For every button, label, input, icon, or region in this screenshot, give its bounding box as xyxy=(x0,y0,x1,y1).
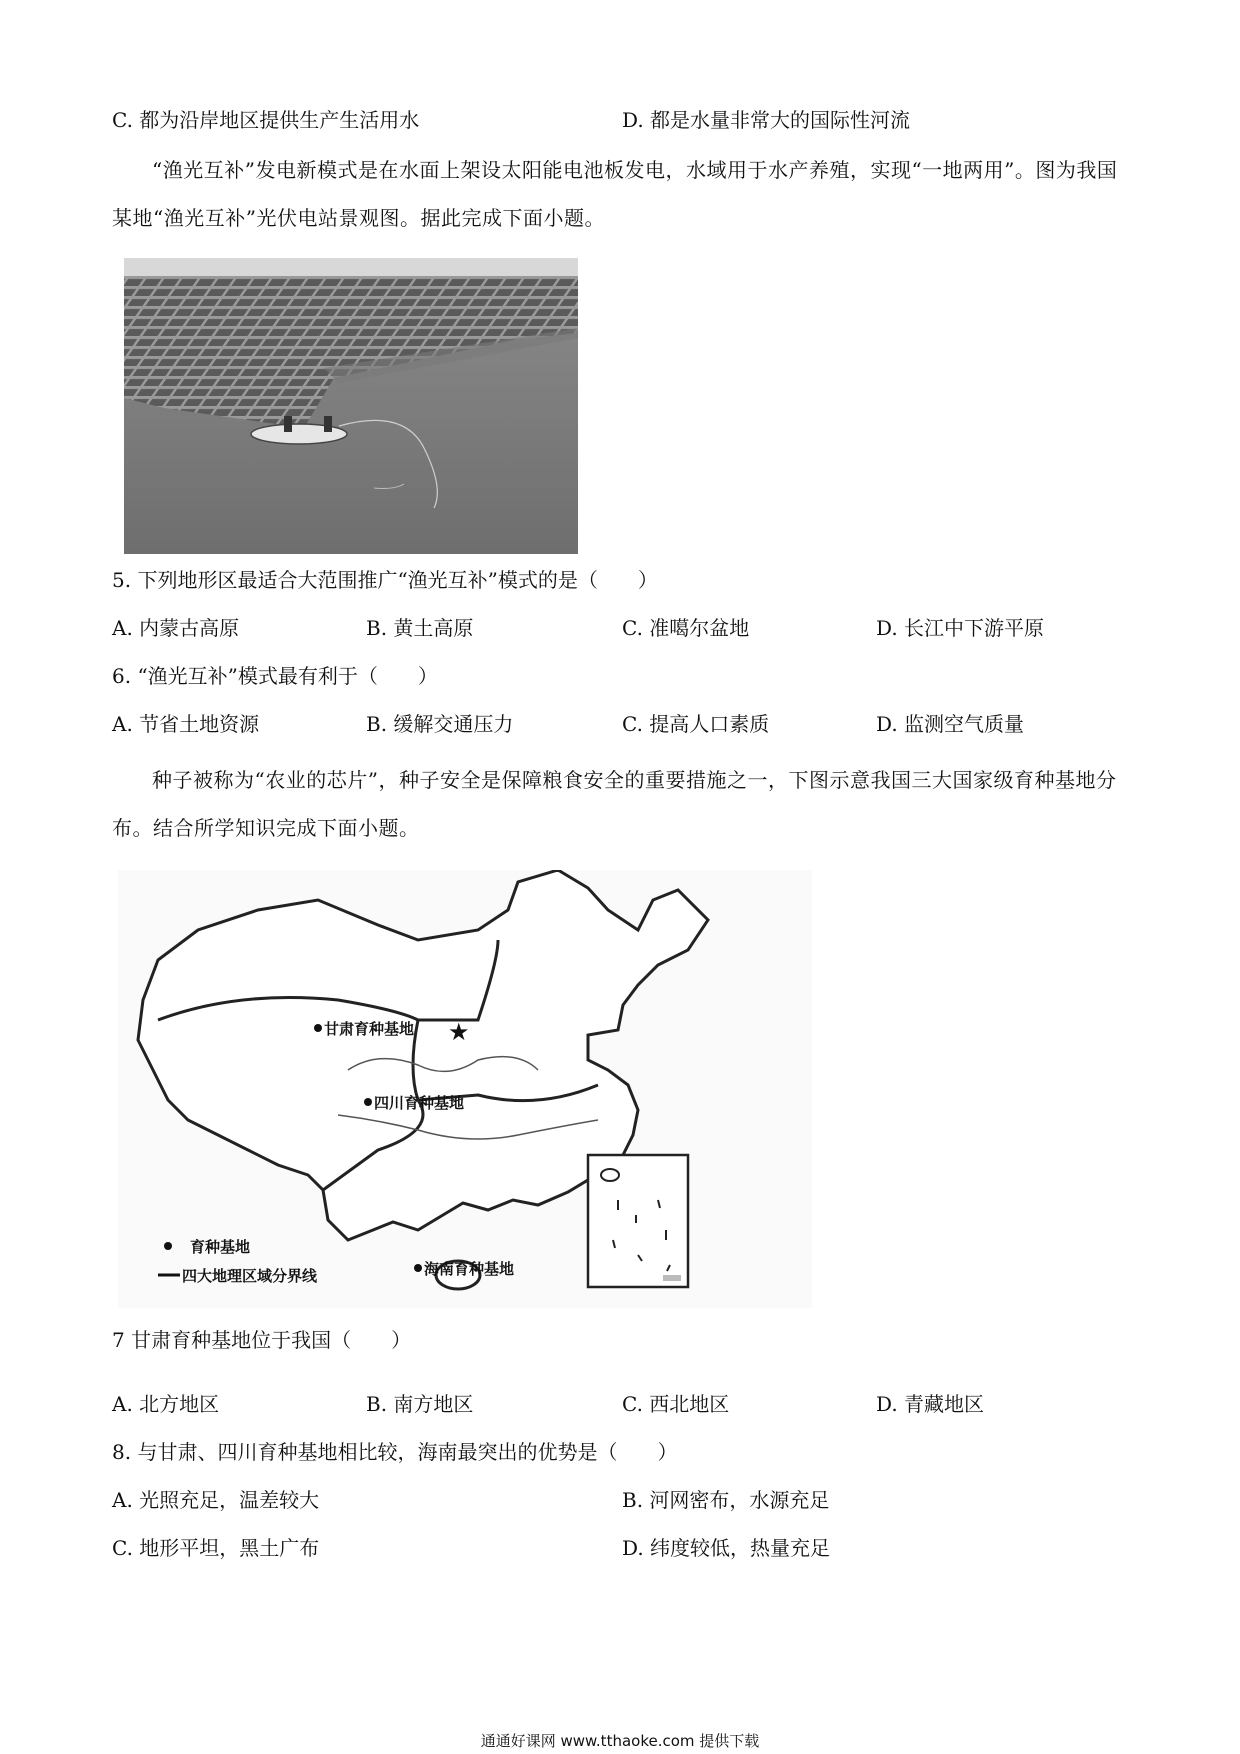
q5-option-a: A. 内蒙古高原 xyxy=(112,616,240,640)
page-footer[interactable]: 通通好课网 www.tthaoke.com 提供下载 xyxy=(480,1732,760,1750)
south-china-sea-inset xyxy=(588,1155,688,1287)
gansu-base-marker xyxy=(314,1020,414,1038)
legend-base-icon xyxy=(164,1242,172,1250)
q8-option-a: A. 光照充足，温差较大 xyxy=(112,1488,320,1512)
q8-stem: 8. 与甘肃、四川育种基地相比较，海南最突出的优势是（ ） xyxy=(112,1440,678,1464)
china-breeding-base-map xyxy=(118,870,812,1308)
q8-options-row1 xyxy=(112,1486,1132,1514)
q8-option-d: D. 纬度较低，热量充足 xyxy=(622,1536,831,1560)
solar-fishery-photo xyxy=(124,258,578,554)
q5-options xyxy=(112,614,1132,642)
q6-option-a: A. 节省土地资源 xyxy=(112,712,260,736)
q6-option-b: B. 缓解交通压力 xyxy=(366,712,514,736)
q4-option-c: C. 都为沿岸地区提供生产生活用水 xyxy=(112,108,420,132)
q7-stem: 7 甘肃育种基地位于我国（ ） xyxy=(112,1328,412,1352)
q5-option-d: D. 长江中下游平原 xyxy=(876,616,1045,640)
q8-option-c: C. 地形平坦，黑土广布 xyxy=(112,1536,320,1560)
sichuan-base-label: 四川育种基地 xyxy=(374,1094,465,1112)
q7-options xyxy=(112,1390,1132,1418)
q4-options xyxy=(112,106,1132,134)
q5-option-c: C. 准噶尔盆地 xyxy=(622,616,750,640)
q4-option-d: D. 都是水量非常大的国际性河流 xyxy=(622,108,911,132)
q6-option-d: D. 监测空气质量 xyxy=(876,712,1025,736)
passage-fishery-solar: “渔光互补”发电新模式是在水面上架设太阳能电池板发电，水域用于水产养殖，实现“一地两用”。图为我国某地“渔光互补”光伏电站景观图。据此完成下面小题。 xyxy=(112,158,1118,230)
q6-option-c: C. 提高人口素质 xyxy=(622,712,770,736)
q8-options-row2 xyxy=(112,1534,1132,1562)
q5-option-b: B. 黄土高原 xyxy=(366,616,474,640)
hainan-base-label: 海南育种基地 xyxy=(424,1260,515,1278)
q6-stem: 6. “渔光互补”模式最有利于（ ） xyxy=(112,664,438,688)
legend-base-label: 育种基地 xyxy=(190,1238,251,1256)
hainan-base-marker xyxy=(414,1260,514,1278)
sichuan-base-marker xyxy=(364,1094,464,1112)
q5-stem: 5. 下列地形区最适合大范围推广“渔光互补”模式的是（ ） xyxy=(112,568,658,592)
q7-option-a: A. 北方地区 xyxy=(112,1392,220,1416)
q7-option-c: C. 西北地区 xyxy=(622,1392,730,1416)
q7-option-d: D. 青藏地区 xyxy=(876,1392,985,1416)
q8-option-b: B. 河网密布，水源充足 xyxy=(622,1488,830,1512)
passage-seed-bases: 种子被称为“农业的芯片”，种子安全是保障粮食安全的重要措施之一，下图示意我国三大国家级育种基地分布。结合所学知识完成下面小题。 xyxy=(112,768,1117,840)
legend-boundary-label: 四大地理区域分界线 xyxy=(182,1267,318,1285)
q7-option-b: B. 南方地区 xyxy=(366,1392,474,1416)
gansu-base-label: 甘肃育种基地 xyxy=(324,1020,415,1038)
capital-star-icon: ★ xyxy=(448,1018,470,1046)
q6-options xyxy=(112,710,1132,738)
